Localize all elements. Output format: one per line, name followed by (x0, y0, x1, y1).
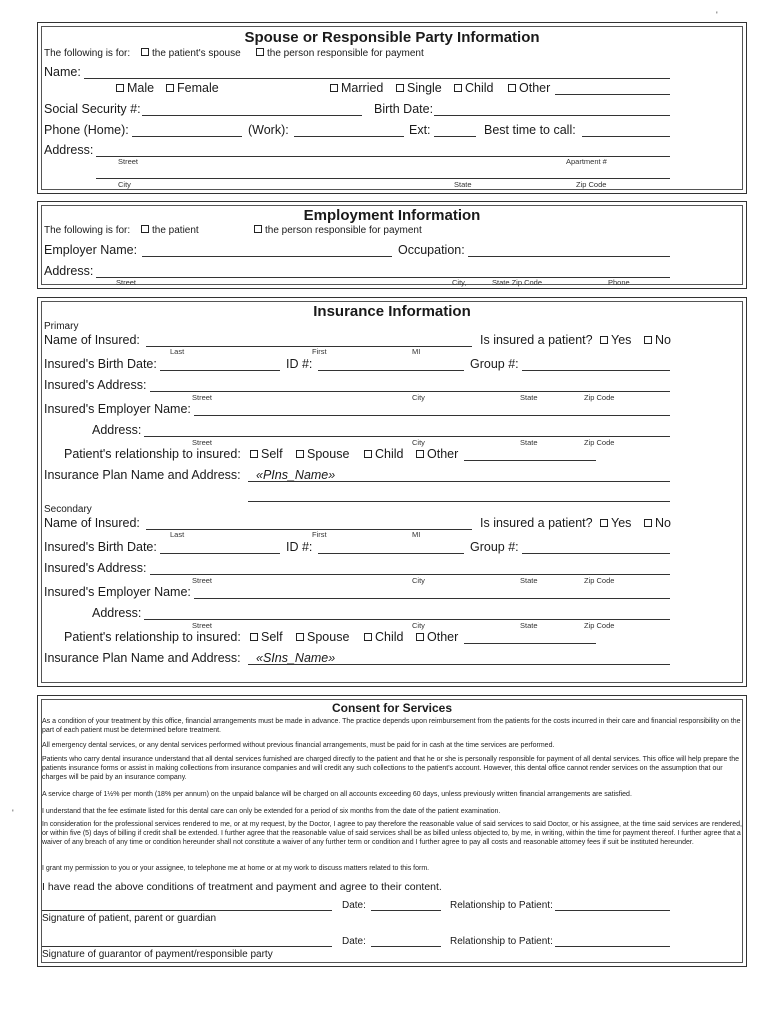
checkbox[interactable] (454, 84, 462, 92)
option-label: Spouse (307, 447, 350, 461)
secondary-relationship-label: Patient's relationship to insured: (64, 630, 241, 644)
secondary-child-option[interactable] (364, 630, 404, 644)
primary-plan-field-2[interactable] (248, 501, 670, 502)
work-label: (Work): (248, 123, 289, 137)
primary-employer-field[interactable] (194, 415, 670, 416)
sub-label-state: State (520, 576, 538, 585)
checkbox[interactable] (600, 519, 608, 527)
sub-label-state: State (520, 621, 538, 630)
option-label: Other (519, 81, 551, 95)
sub-label-street: Street (192, 621, 213, 630)
option-label: Child (375, 447, 404, 461)
primary-no-option[interactable] (644, 333, 671, 347)
employment-opt-responsible[interactable] (254, 225, 422, 236)
sub-label-zip: Zip Code (584, 621, 615, 630)
sub-label-mi: MI (412, 530, 421, 539)
consent-paragraph-6: In consideration for the professional services rendered to me, or at my request, by the Doctor, I agree to pay therefore the reasonable value of said services to said Doctor, or his assignee, at the time said services are rendered, or within five (5) days of billing if credit shall be extended. I further agree that the reasonable value of said services shall be as billed unless objected to, by me, in writing, within the time for payment thereof. I further agree that a waiver of any breach of any time or condition hereunder shall not constitute a waiver of any further term or condition and I further agree to pay all costs and reasonable attorney fees if suit be instituted hereunder. (42, 821, 742, 846)
checkbox[interactable] (416, 633, 424, 641)
secondary-name-insured-field[interactable] (146, 529, 472, 530)
secondary-birth-label: Insured's Birth Date: (44, 540, 157, 554)
spouse-opt-responsible[interactable] (256, 48, 424, 59)
sub-label-zip: Zip Code (584, 576, 615, 585)
ext-label: Ext: (409, 123, 431, 137)
sub-label-zip: Zip Code (584, 393, 615, 402)
relationship-1-field[interactable] (555, 910, 670, 911)
single-option[interactable] (396, 81, 442, 95)
spouse-name-field[interactable] (84, 78, 670, 79)
primary-emp-address-field[interactable] (144, 436, 670, 437)
primary-plan-label: Insurance Plan Name and Address: (44, 468, 241, 482)
spouse-city-field[interactable] (96, 178, 670, 179)
insurance-section (37, 297, 747, 687)
option-label: Child (465, 81, 494, 95)
consent-paragraph-7: I grant my permission to you or your assignee, to telephone me at home or at my work to discuss matters related to this form. (42, 865, 430, 872)
checkbox[interactable] (250, 450, 258, 458)
primary-other-field[interactable] (464, 460, 596, 461)
secondary-plan-value: «SIns_Name» (256, 651, 336, 665)
employment-section (37, 201, 747, 289)
sub-label-zip: Zip Code (584, 438, 615, 447)
date-1-label: Date: (342, 900, 366, 911)
sub-label-state: State (520, 393, 538, 402)
spouse-section (37, 22, 747, 194)
secondary-emp-address-field[interactable] (144, 619, 670, 620)
consent-title: Consent for Services (331, 701, 453, 715)
secondary-group-field[interactable] (522, 553, 670, 554)
sub-label-first: First (312, 530, 327, 539)
sub-label-street: Street (192, 438, 213, 447)
best-time-field[interactable] (582, 136, 670, 137)
employment-title: Employment Information (303, 207, 481, 224)
checkbox[interactable] (296, 450, 304, 458)
other-field[interactable] (555, 94, 670, 95)
secondary-self-option[interactable] (250, 630, 283, 644)
secondary-employer-field[interactable] (194, 598, 670, 599)
primary-spouse-option[interactable] (296, 447, 349, 461)
primary-name-insured-field[interactable] (146, 346, 472, 347)
primary-yes-option[interactable] (600, 333, 631, 347)
consent-paragraph-5: I understand that the fee estimate listed for this dental care can only be extended for a period of six months from the date of the patient examination. (42, 808, 501, 815)
consent-section (37, 695, 747, 967)
sub-label-city: City (412, 438, 425, 447)
primary-relationship-label: Patient's relationship to insured: (64, 447, 241, 461)
sub-label-apartment: Apartment # (566, 157, 607, 166)
secondary-other-option[interactable] (416, 630, 458, 644)
signature-1-field[interactable] (42, 910, 332, 911)
primary-self-option[interactable] (250, 447, 283, 461)
sub-label-street: Street (118, 157, 139, 166)
female-option[interactable] (166, 81, 219, 95)
birth-date-label: Birth Date: (374, 102, 434, 116)
relationship-2-field[interactable] (555, 946, 670, 947)
primary-emp-address-label: Address: (92, 423, 142, 437)
option-label: Self (261, 447, 283, 461)
secondary-is-patient-label: Is insured a patient? (480, 516, 593, 530)
secondary-emp-address-label: Address: (92, 606, 142, 620)
option-label: Spouse (307, 630, 350, 644)
consent-paragraph-4: A service charge of 1½% per month (18% per annum) on the unpaid balance will be charged on all accounts exceeding 60 days, unless previously written financial arrangements are satisfied. (42, 791, 632, 798)
checkbox[interactable] (396, 84, 404, 92)
consent-paragraph-2: All emergency dental services, or any dental services performed without previous financial arrangements, must be paid for in cash at the time services are performed. (42, 742, 555, 749)
secondary-plan-label: Insurance Plan Name and Address: (44, 651, 241, 665)
corner-mark: ' (716, 10, 718, 20)
employment-address-field[interactable] (96, 277, 670, 278)
best-time-label: Best time to call: (484, 123, 576, 137)
checkbox[interactable] (166, 84, 174, 92)
primary-other-option[interactable] (416, 447, 458, 461)
secondary-no-option[interactable] (644, 516, 671, 530)
secondary-birth-field[interactable] (160, 553, 280, 554)
phone-home-label: Phone (Home): (44, 123, 129, 137)
occupation-field[interactable] (468, 256, 670, 257)
spouse-title: Spouse or Responsible Party Information (244, 29, 540, 46)
read-statement: I have read the above conditions of treatment and payment and agree to their content. (42, 881, 442, 893)
primary-name-insured-label: Name of Insured: (44, 333, 140, 347)
option-label: Male (127, 81, 155, 95)
date-2-label: Date: (342, 936, 366, 947)
primary-plan-field[interactable] (248, 481, 670, 482)
employer-label: Employer Name: (44, 243, 138, 257)
secondary-other-field[interactable] (464, 643, 596, 644)
primary-is-patient-label: Is insured a patient? (480, 333, 593, 347)
relationship-2-label: Relationship to Patient: (450, 936, 553, 947)
checkbox[interactable] (644, 336, 652, 344)
ext-field[interactable] (434, 136, 476, 137)
date-1-field[interactable] (371, 910, 441, 911)
option-label: the person responsible for payment (265, 225, 422, 236)
checkbox[interactable] (644, 519, 652, 527)
option-label: Female (177, 81, 219, 95)
secondary-heading: Secondary (44, 504, 92, 515)
sub-label-last: Last (170, 347, 185, 356)
sub-label-street: Street (192, 393, 213, 402)
spouse-for-label: The following is for: (44, 48, 131, 59)
option-label: the patient's spouse (152, 48, 241, 59)
secondary-employer-label: Insured's Employer Name: (44, 585, 191, 599)
checkbox[interactable] (250, 633, 258, 641)
option-label: the person responsible for payment (267, 48, 424, 59)
sub-label-city: City (412, 393, 425, 402)
option-label: Other (427, 630, 459, 644)
secondary-group-label: Group #: (470, 540, 519, 554)
secondary-id-label: ID #: (286, 540, 313, 554)
checkbox[interactable] (330, 84, 338, 92)
checkbox[interactable] (600, 336, 608, 344)
date-2-field[interactable] (371, 946, 441, 947)
primary-address-field[interactable] (150, 391, 670, 392)
secondary-yes-option[interactable] (600, 516, 631, 530)
occupation-label: Occupation: (398, 243, 465, 257)
option-label: No (655, 333, 671, 347)
option-label: the patient (152, 225, 199, 236)
signature-2-field[interactable] (42, 946, 332, 947)
sub-label-city: City (118, 180, 131, 189)
ssn-field[interactable] (142, 115, 362, 116)
checkbox[interactable] (364, 450, 372, 458)
primary-birth-label: Insured's Birth Date: (44, 357, 157, 371)
sub-label-street: Street (116, 278, 137, 287)
primary-heading: Primary (44, 321, 79, 332)
sub-label-city: City, (452, 278, 467, 287)
primary-child-option[interactable] (364, 447, 404, 461)
sub-label-zip: Zip Code (576, 180, 607, 189)
work-field[interactable] (294, 136, 404, 137)
insurance-title: Insurance Information (313, 303, 471, 320)
spouse-opt-spouse[interactable] (141, 48, 241, 59)
sub-label-phone: Phone (608, 278, 630, 287)
primary-plan-value: «PIns_Name» (256, 468, 336, 482)
married-option[interactable] (330, 81, 383, 95)
option-label: Self (261, 630, 283, 644)
sub-label-last: Last (170, 530, 185, 539)
primary-id-label: ID #: (286, 357, 313, 371)
ssn-label: Social Security #: (44, 102, 141, 116)
primary-group-field[interactable] (522, 370, 670, 371)
sub-label-city: City (412, 621, 425, 630)
secondary-spouse-option[interactable] (296, 630, 349, 644)
primary-employer-label: Insured's Employer Name: (44, 402, 191, 416)
sub-label-state: State (520, 438, 538, 447)
option-label: Child (375, 630, 404, 644)
signature-1-label: Signature of patient, parent or guardian (42, 913, 217, 924)
employment-address-label: Address: (44, 264, 94, 278)
spouse-name-label: Name: (44, 65, 81, 79)
relationship-1-label: Relationship to Patient: (450, 900, 553, 911)
option-label: Yes (611, 333, 632, 347)
secondary-name-insured-label: Name of Insured: (44, 516, 140, 530)
checkbox[interactable] (364, 633, 372, 641)
phone-home-field[interactable] (132, 136, 242, 137)
option-label: Single (407, 81, 442, 95)
signature-2-label: Signature of guarantor of payment/responsible party (42, 949, 273, 960)
checkbox[interactable] (141, 48, 149, 56)
child-option[interactable] (454, 81, 494, 95)
sub-label-city: City (412, 576, 425, 585)
employment-for-label: The following is for: (44, 225, 131, 236)
margin-mark: ' (12, 808, 14, 818)
option-label: Yes (611, 516, 632, 530)
primary-id-field[interactable] (318, 370, 464, 371)
consent-paragraph-3: Patients who carry dental insurance understand that all dental services furnished are charged directly to the patient and that he or she is personally responsible for payment of all dental services. This office will help prepare the patients insurance forms or assist in making collections from insurance companies and will credit any such collections to the patient's account. However, this dental office cannot render services on the assumption that our charges will be paid by an insurance company. (42, 756, 740, 781)
secondary-address-field[interactable] (150, 574, 670, 575)
checkbox[interactable] (296, 633, 304, 641)
employment-opt-patient[interactable] (141, 225, 199, 236)
consent-paragraph-1: As a condition of your treatment by this office, financial arrangements must be made in advance. The practice depends upon reimbursement from the patients for the costs incurred in their care and financial responsibility on the part of each patient must be determined before treatment. (42, 718, 741, 734)
primary-birth-field[interactable] (160, 370, 280, 371)
sub-label-mi: MI (412, 347, 421, 356)
secondary-id-field[interactable] (318, 553, 464, 554)
primary-group-label: Group #: (470, 357, 519, 371)
male-option[interactable] (116, 81, 154, 95)
secondary-plan-field[interactable] (248, 664, 670, 665)
birth-date-field[interactable] (434, 115, 670, 116)
spouse-address-label: Address: (44, 143, 94, 157)
secondary-address-label: Insured's Address: (44, 561, 147, 575)
option-label: Other (427, 447, 459, 461)
option-label: Married (341, 81, 384, 95)
sub-label-state-zip: State Zip Code (492, 278, 543, 287)
checkbox[interactable] (254, 225, 262, 233)
other-option[interactable] (508, 81, 550, 95)
primary-address-label: Insured's Address: (44, 378, 147, 392)
sub-label-street: Street (192, 576, 213, 585)
employer-field[interactable] (142, 256, 392, 257)
checkbox[interactable] (508, 84, 516, 92)
option-label: No (655, 516, 671, 530)
checkbox[interactable] (416, 450, 424, 458)
checkbox[interactable] (141, 225, 149, 233)
checkbox[interactable] (256, 48, 264, 56)
checkbox[interactable] (116, 84, 124, 92)
sub-label-state: State (454, 180, 472, 189)
sub-label-first: First (312, 347, 327, 356)
